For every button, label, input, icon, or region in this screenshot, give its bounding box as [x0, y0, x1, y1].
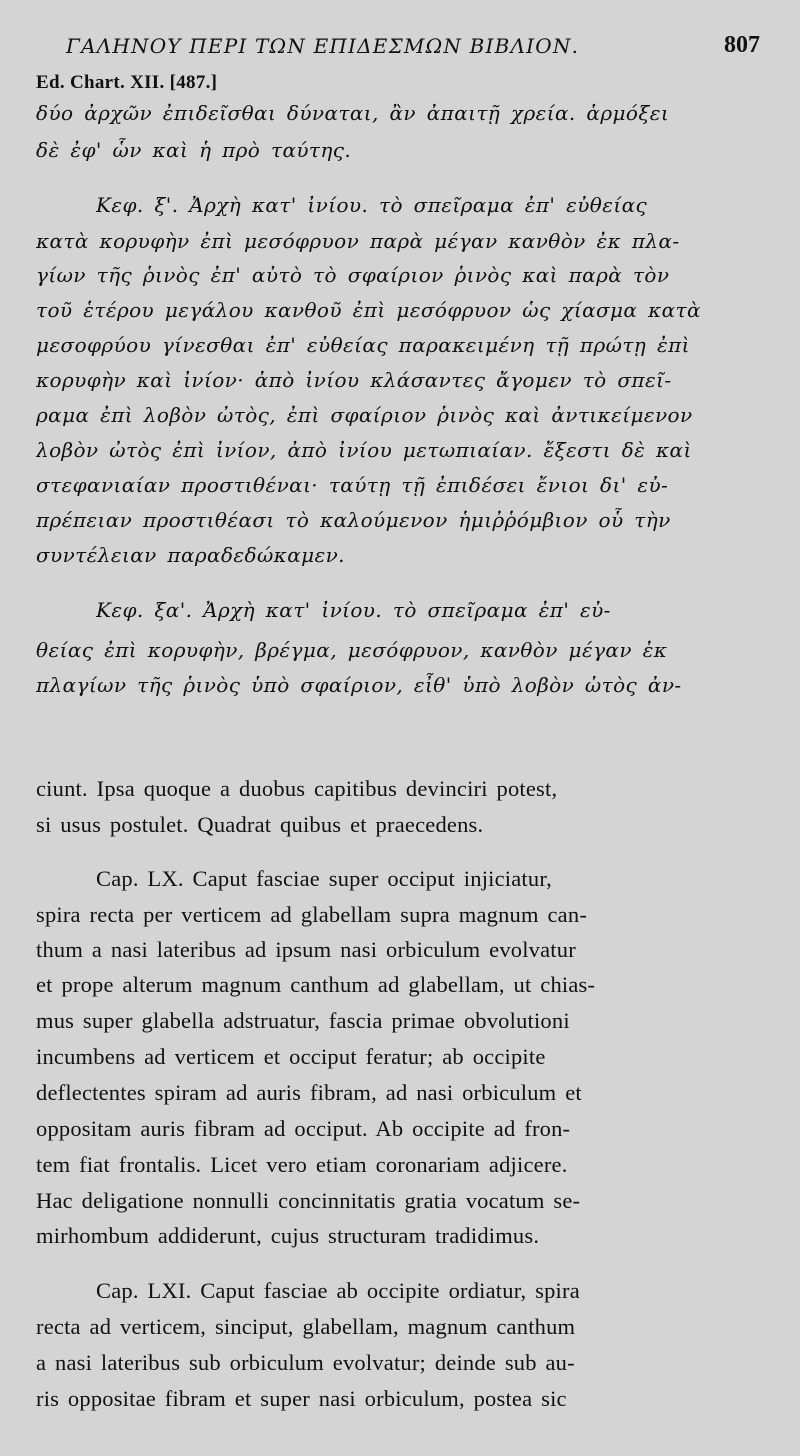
- greek-line: δύο ἀρχῶν ἐπιδεῖσθαι δύναται, ἂν ἀπαιτῇ χρεία. ἁρμόξει: [36, 101, 670, 125]
- greek-line: στεφανιαίαν προστιθέναι· ταύτῃ τῇ ἐπιδέσει ἔνιοι δι' εὐ-: [36, 473, 669, 497]
- latin-line: ris oppositae fibram et super nasi orbiculum, postea sic: [36, 1386, 567, 1411]
- greek-line: δὲ ἐφ' ὧν καὶ ἡ πρὸ ταύτης.: [36, 138, 352, 162]
- greek-chapter-61-heading-line: Κεφ. ξα'. Ἀρχὴ κατ' ἰνίου. τὸ σπεῖραμα ἐπ' εὐ-: [96, 598, 611, 622]
- latin-line: tem fiat frontalis. Licet vero etiam coronariam adjicere.: [36, 1152, 568, 1177]
- edition-reference: Ed. Chart. XII. [487.]: [36, 72, 218, 93]
- greek-line: κατὰ κορυφὴν ἐπὶ μεσόφρυον παρὰ μέγαν κανθὸν ἐκ πλα-: [36, 229, 680, 253]
- latin-line: oppositam auris fibram ad occiput. Ab occipite ad fron-: [36, 1116, 571, 1141]
- running-title: ΓΑΛΗΝΟΥ ΠΕΡΙ ΤΩΝ ΕΠΙΔΕΣΜΩΝ ΒΙΒΛΙΟΝ.: [66, 34, 580, 58]
- greek-line: συντέλειαν παραδεδώκαμεν.: [36, 543, 345, 567]
- latin-line: a nasi lateribus sub orbiculum evolvatur; deinde sub au-: [36, 1350, 575, 1375]
- greek-chapter-60-heading-line: Κεφ. ξ'. Ἀρχὴ κατ' ἰνίου. τὸ σπεῖραμα ἐπ' εὐθείας: [96, 193, 648, 217]
- greek-line: κορυφὴν καὶ ἰνίον· ἀπὸ ἰνίου κλάσαντες ἄγομεν τὸ σπεῖ-: [36, 368, 672, 392]
- latin-line: ciunt. Ipsa quoque a duobus capitibus devinciri potest,: [36, 776, 558, 801]
- latin-line: deflectentes spiram ad auris fibram, ad nasi orbiculum et: [36, 1080, 582, 1105]
- latin-line: et prope alterum magnum canthum ad glabellam, ut chias-: [36, 972, 596, 997]
- greek-line: ραμα ἐπὶ λοβὸν ὠτὸς, ἐπὶ σφαίριον ῥινὸς καὶ ἀντικείμενον: [36, 403, 693, 427]
- latin-line: spira recta per verticem ad glabellam supra magnum can-: [36, 902, 588, 927]
- latin-line: incumbens ad verticem et occiput feratur; ab occipite: [36, 1044, 546, 1069]
- greek-line: λοβὸν ὠτὸς ἐπὶ ἰνίον, ἀπὸ ἰνίου μετωπιαίαν. ἔξεστι δὲ καὶ: [36, 438, 692, 462]
- latin-line: mus super glabella adstruatur, fascia primae obvolutioni: [36, 1008, 570, 1033]
- latin-chapter-60-heading-line: Cap. LX. Caput fasciae super occiput injiciatur,: [96, 866, 552, 891]
- latin-line: si usus postulet. Quadrat quibus et praecedens.: [36, 812, 484, 837]
- latin-line: recta ad verticem, sinciput, glabellam, magnum canthum: [36, 1314, 576, 1339]
- greek-line: πλαγίων τῆς ῥινὸς ὑπὸ σφαίριον, εἶθ' ὑπὸ λοβὸν ὠτὸς ἀν-: [36, 673, 682, 697]
- greek-line: τοῦ ἑτέρου μεγάλου κανθοῦ ἐπὶ μεσόφρυον ὡς χίασμα κατὰ: [36, 298, 701, 322]
- latin-line: mirhombum addiderunt, cujus structuram tradidimus.: [36, 1223, 540, 1248]
- greek-line: γίων τῆς ῥινὸς ἐπ' αὐτὸ τὸ σφαίριον ῥινὸς καὶ παρὰ τὸν: [36, 263, 670, 287]
- greek-line: μεσοφρύου γίνεσθαι ἐπ' εὐθείας παρακειμένη τῇ πρώτῃ ἐπὶ: [36, 333, 690, 357]
- page-number: 807: [724, 32, 760, 58]
- latin-chapter-61-heading-line: Cap. LXI. Caput fasciae ab occipite ordiatur, spira: [96, 1278, 580, 1303]
- latin-line: thum a nasi lateribus ad ipsum nasi orbiculum evolvatur: [36, 937, 576, 962]
- greek-line: θείας ἐπὶ κορυφὴν, βρέγμα, μεσόφρυον, κανθὸν μέγαν ἐκ: [36, 638, 668, 662]
- latin-line: Hac deligatione nonnulli concinnitatis gratia vocatum se-: [36, 1188, 581, 1213]
- greek-line: πρέπειαν προστιθέασι τὸ καλούμενον ἡμιῤῥόμβιον οὗ τὴν: [36, 508, 671, 532]
